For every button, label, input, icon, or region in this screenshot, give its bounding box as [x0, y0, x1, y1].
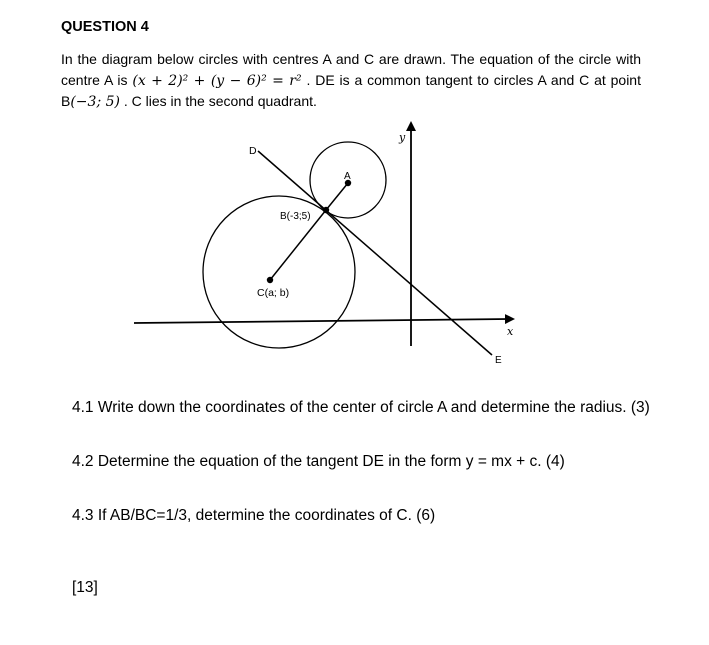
question-heading: QUESTION 4: [61, 19, 149, 35]
point-b: [323, 207, 329, 213]
label-e: E: [495, 355, 502, 366]
tangent-de: [258, 151, 492, 355]
label-a: A: [344, 171, 351, 182]
label-b: B(-3;5): [280, 211, 311, 222]
intro-text-1: In the diagram below circles with centres A and C are drawn. The equation of the circle with centre A is: [61, 51, 641, 88]
intro-text-2: . DE is a common tangent to circles A and C at point B: [61, 71, 641, 109]
label-d: D: [249, 145, 257, 157]
label-c: C(a; b): [257, 287, 290, 299]
circle-c: [203, 196, 355, 348]
question-4-1: 4.1 Write down the coordinates of the center of circle A and determine the radius. (3): [72, 399, 650, 416]
axis-y-label: y: [399, 131, 406, 144]
question-4-2: 4.2 Determine the equation of the tangent DE in the form y = mx + c. (4): [72, 453, 565, 470]
question-4-3: 4.3 If AB/BC=1/3, determine the coordinates of C. (6): [72, 507, 436, 524]
total-marks: [13]: [72, 579, 98, 596]
circle-equation: (x + 2)² + (y − 6)² = r²: [132, 72, 302, 89]
axis-x-label: x: [507, 325, 514, 338]
point-c: [267, 277, 273, 283]
intro-text-3: . C lies in the second quadrant.: [119, 93, 317, 109]
radius-ab: [326, 183, 348, 210]
point-b-coordinates: (−3; 5): [70, 94, 120, 110]
